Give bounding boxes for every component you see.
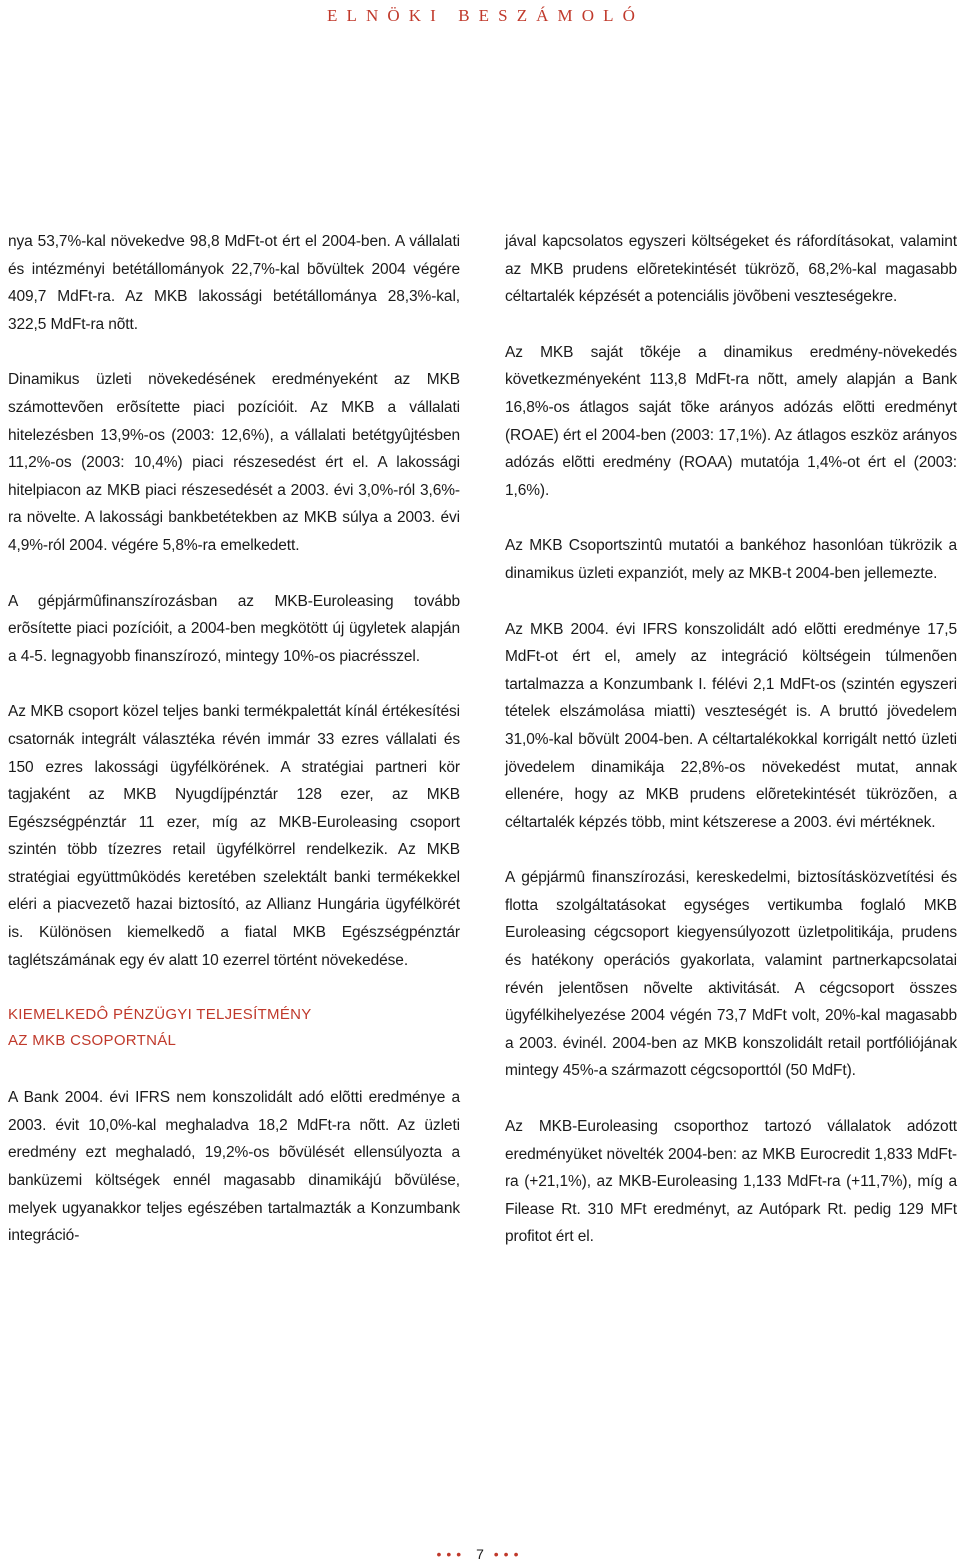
paragraph: Dinamikus üzleti növekedésének eredményeként az MKB számottevõen erõsítette piaci pozícióit. Az MKB a vállalati hitelezésben 13,9%-os (2003: 12,6%), a vállalati betétgyûjtésben 11,2%-os (2003: 10,4%) piaci részesedést ért el. A lakossági hitelpiacon az MKB piaci részesedését a 2003. évi 3,0%-ról 3,6%-ra növelte. A lakossági bankbetétekben az MKB súlya a 2003. évi 4,9%-ról 2004. végére 5,8%-ra emelkedett. (8, 371, 460, 554)
paragraph: Az MKB-Euroleasing csoporthoz tartozó vállalatok adózott eredményüket növelték 2004-ben: az MKB Eurocredit 1,833 MdFt-ra (+21,1%), az MKB-Euroleasing 1,133 MdFt-ra (+11,7%), míg a Filease Rt. 310 MFt eredményt, az Autópark Rt. pedig 129 MFt profitot ért el. (505, 1118, 957, 1246)
paragraph: A gépjármû finanszírozási, kereskedelmi, biztosításközvetítési és flotta szolgáltatásokat egységes vertikumba foglaló MKB Euroleasing cégcsoport kiegyensúlyozott üzletpolitikája, prudens és hatékony operációs gyakorlata, valamint partnerkapcsolatai révén jelentõsen nõvelte aktivitását. A cégcsoport összes ügyfélkihelyezése 2004 végén 73,7 MdFt volt, 20%-kal magasabb a 2003. évinél. 2004-ben az MKB konszolidált retail portfóliójának mintegy 45%-a származott cégcsoporttól (50 MdFt). (505, 869, 957, 1080)
paragraph: Az MKB Csoportszintû mutatói a bankéhoz hasonlóan tükrözik a dinamikus üzleti expanziót, mely az MKB-t 2004-ben jellemezte. (505, 537, 957, 582)
right-column (505, 228, 957, 1279)
page-number: 7 (476, 1546, 484, 1562)
section-heading-line-2: AZ MKB CSOPORTNÁL (8, 1032, 177, 1050)
paragraph: jával kapcsolatos egyszeri költségeket és ráfordításokat, valamint az MKB prudens elõretekintését tükrözõ, 68,2%-kal magasabb céltartalék képzését a potenciális jövõbeni veszteségekre. (505, 233, 957, 306)
paragraph: nya 53,7%-kal növekedve 98,8 MdFt-ot ért el 2004-ben. A vállalati és intézményi betétállományok 22,7%-kal bõvültek 2004 végére 409,7 MdFt-ra. Az MKB lakossági betétállománya 28,3%-kal, 322,5 MdFt-ra nõtt. (8, 233, 460, 333)
running-header-title: ELNÖKI BESZÁMOLÓ (327, 6, 645, 25)
paragraph: Az MKB csoport közel teljes banki termékpalettát kínál értékesítési csatornák integrált választéka révén immár 33 ezres vállalati és 150 ezres lakossági ügyfélkörének. A stratégiai partneri kör tagjaként az MKB Nyugdíjpénztár 128 ezer, az MKB Egészségpénztár 11 ezer, míg az MKB-Euroleasing csoport szintén több tízezres retail ügyfélkörrel rendelkezik. Az MKB stratégiai együttmûködés keretében szelektált banki termékekkel eléri a piacvezetõ hazai biztosító, az Allianz Hungária ügyfélkörét is. Különösen kiemelkedõ a fiatal MKB Egészségpénztár taglétszámának egy év alatt 10 ezerrel történt növekedése. (8, 703, 460, 969)
footer-dots-right: ••• (493, 1546, 524, 1562)
left-column (8, 228, 460, 1278)
section-heading-line-1: KIEMELKEDÔ PÉNZÜGYI TELJESÍTMÉNY (8, 1006, 312, 1024)
page-footer (420, 1546, 540, 1562)
paragraph: A Bank 2004. évi IFRS nem konszolidált adó elõtti eredménye a 2003. évit 10,0%-kal meghaladva 18,2 MdFt-ra nõtt. Az üzleti eredmény ezt meghaladó, 19,2%-os bõvülését ellensúlyozta a banküzemi költségek ennél magasabb dinamikájú bõvülése, melyek ugyanakkor teljes egészében tartalmazták a Konzumbank integráció- (8, 1089, 460, 1245)
paragraph: Az MKB 2004. évi IFRS konszolidált adó elõtti eredménye 17,5 MdFt-ot ért el, amely az integráció költségein túlmenõen tartalmazza a Konzumbank I. félévi 2,1 MdFt-os (szintén egyszeri tételek elszámolása miatti) veszteségét is. A bruttó jövedelem 31,0%-kal bõvült 2004-ben. A céltartalékokkal korrigált nettó üzleti jövedelem dinamikája 22,8%-os növekedést mutat, annak ellenére, hogy az MKB prudens elõretekintését tükrözõen, a céltartalék képzés több, mint kétszerese a 2003. évi mértéknek. (505, 620, 957, 831)
section-heading (8, 1002, 460, 1054)
paragraph: Az MKB saját tõkéje a dinamikus eredmény-növekedés következményeként 113,8 MdFt-ra nõtt, amely alapján a Bank 16,8%-os átlagos saját tõke arányos adózás elõtti eredményt (ROAE) ért el 2004-ben (2003: 17,1%). Az átlagos eszköz arányos adózás elõtti eredmény (ROAA) mutatója 1,4%-ot ért el (2003: 1,6%). (505, 343, 957, 499)
footer-dots-left: ••• (436, 1546, 467, 1562)
paragraph: A gépjármûfinanszírozásban az MKB-Euroleasing tovább erõsítette piaci pozícióit, a 2004-ben megkötött új ügyletek alapján a 4-5. legnagyobb finanszírozó, mintegy 10%-os piacrésszel. (8, 592, 460, 665)
